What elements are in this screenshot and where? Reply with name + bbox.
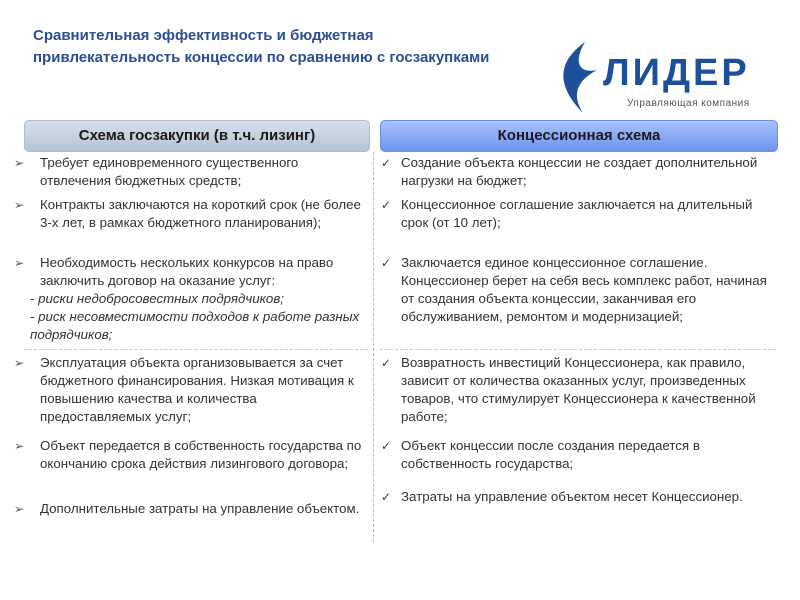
left-item: Контракты заключаются на короткий срок (не более 3-х лет, в рамках бюджетного планирования); <box>40 197 361 230</box>
title-line-1: Сравнительная эффективность и бюджетная <box>33 27 374 44</box>
left-item: Эксплуатация объекта организовывается за счет бюджетного финансирования. Низкая мотивация к повышению качества и количества предоставляемых услуг; <box>40 355 354 424</box>
right-item: Возвратность инвестиций Концессионера, как правило, зависит от количества оказанных услуг, произведенных товаров, что стимулирует Концессионера к качественной работе; <box>401 355 756 424</box>
check-bullet-icon: ✓ <box>381 198 392 212</box>
logo-subtitle: Управляющая компания <box>627 98 750 109</box>
arrow-bullet-icon: ➢ <box>14 156 25 170</box>
company-logo <box>545 40 770 120</box>
title-line-2: привлекательность концессии по сравнению с госзакупками <box>33 49 490 66</box>
right-item: Концессионное соглашение заключается на длительный срок (от 10 лет); <box>401 197 753 230</box>
arrow-bullet-icon: ➢ <box>14 356 25 370</box>
page-title <box>33 25 553 69</box>
left-item: Необходимость нескольких конкурсов на право заключить договор на оказание услуг: <box>40 255 334 288</box>
arrow-bullet-icon: ➢ <box>14 256 25 270</box>
left-item: Дополнительные затраты на управление объектом. <box>40 501 360 516</box>
check-bullet-icon: ✓ <box>381 156 392 170</box>
left-subitem: - риск несовместимости подходов к работе разных подрядчиков; <box>30 309 360 342</box>
right-item: Затраты на управление объектом несет Концессионер. <box>401 489 743 504</box>
right-item: Заключается единое концессионное соглашение. Концессионер берет на себя весь комплекс работ, начиная от создания объекта концессии, заканчивая его обслуживанием, ремонтом и модернизацией; <box>401 255 767 324</box>
left-item: Требует единовременного существенного отвлечения бюджетных средств; <box>40 155 299 188</box>
arrow-bullet-icon: ➢ <box>14 439 25 453</box>
row-separator <box>24 349 368 350</box>
check-bullet-icon: ✓ <box>381 356 392 370</box>
row-separator <box>380 349 776 350</box>
left-column-header: Схема госзакупки (в т.ч. лизинг) <box>24 120 370 152</box>
right-item: Объект концессии после создания передается в собственность государства; <box>401 438 700 471</box>
arrow-bullet-icon: ➢ <box>14 198 25 212</box>
right-item: Создание объекта концессии не создает дополнительной нагрузки на бюджет; <box>401 155 758 188</box>
check-bullet-icon: ✓ <box>381 439 392 453</box>
right-column-header: Концессионная схема <box>380 120 778 152</box>
column-divider <box>373 152 374 542</box>
logo-wordmark: ЛИДЕР <box>603 52 750 94</box>
left-subitem: - риски недобросовестных подрядчиков; <box>30 291 284 306</box>
check-bullet-icon: ✓ <box>381 256 392 270</box>
logo-emblem-icon <box>545 40 605 115</box>
check-bullet-icon: ✓ <box>381 490 392 504</box>
left-item: Объект передается в собственность государства по окончанию срока действия лизингового договора; <box>40 438 362 471</box>
arrow-bullet-icon: ➢ <box>14 502 25 516</box>
